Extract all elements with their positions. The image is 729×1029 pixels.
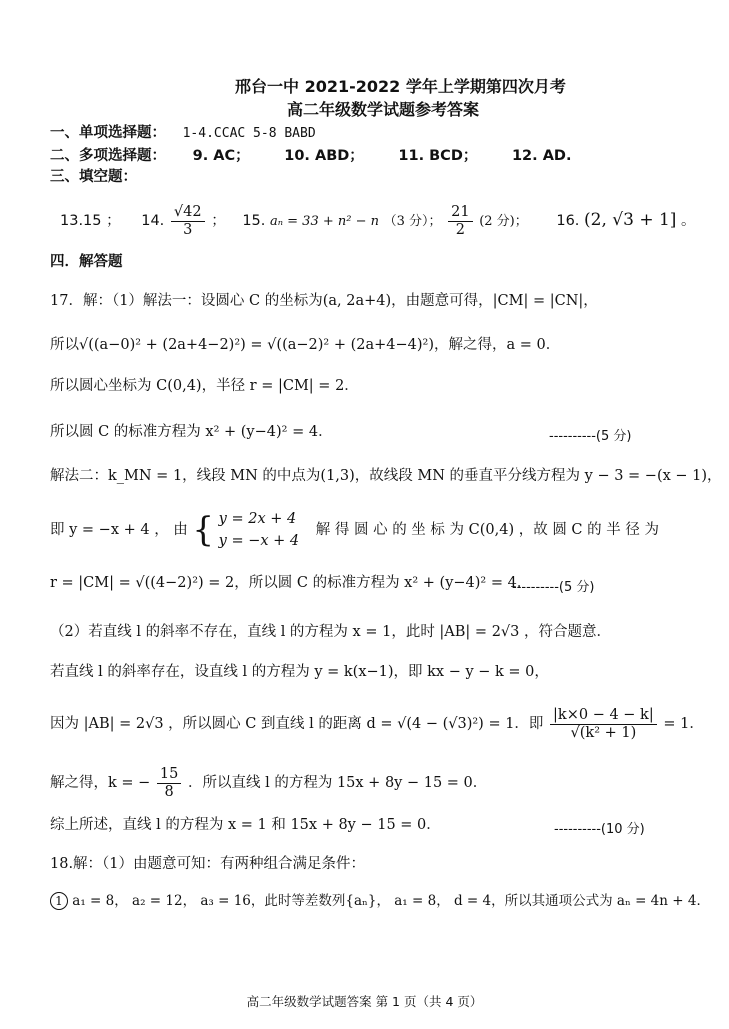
- q15-score1: （3 分）；: [383, 214, 442, 229]
- q14-end: ；: [211, 213, 226, 229]
- q17-score-3: ----------(10 分): [554, 822, 645, 837]
- q17-line10-a: 因为 |AB| = 2√3 ，所以圆心 C 到直线 l 的距离 d = √(4 − (√3)²) = 1．即: [50, 716, 544, 732]
- answer-12: 12. AD.: [511, 148, 572, 164]
- q14-label: 14.: [141, 213, 165, 229]
- q15-formula: aₙ = 33 + n² − n: [270, 214, 379, 229]
- answer-9: 9. AC；: [192, 148, 250, 164]
- fill-in-row: [60, 202, 696, 240]
- q17-line3: 所以圆心坐标为 C(0,4)，半径 r = |CM| = 2．: [50, 378, 359, 394]
- q17-line12: 综上所述，直线 l 的方程为 x = 1 和 15x + 8y − 15 = 0．: [50, 817, 441, 833]
- distance-denominator: √(k² + 1): [570, 724, 637, 741]
- q16-label: 16.: [556, 213, 580, 229]
- q17-line11: [50, 763, 487, 803]
- q17-line5: 解法二：k_MN = 1，线段 MN 的中点为(1,3)，故线段 MN 的垂直平分线方程为 y − 3 = −(x − 1)，: [50, 468, 722, 484]
- answer-13: 13.15 ；: [60, 213, 121, 229]
- q15-fraction: [448, 204, 472, 239]
- equation-system: [219, 508, 299, 552]
- q15-numerator: 21: [448, 204, 472, 222]
- q17-line4: 所以圆 C 的标准方程为 x² + (y−4)² = 4．: [50, 424, 333, 440]
- q17-line11-b: ．所以直线 l 的方程为 15x + 8y − 15 = 0．: [187, 775, 488, 791]
- q17-line1: 17．解：（1）解法一：设圆心 C 的坐标为(a, 2a+4)，由题意可得，|CM| = |CN|，: [50, 293, 598, 309]
- circled-number-1: 1: [50, 892, 68, 910]
- section2-label: 二、多项选择题：: [50, 148, 166, 164]
- page-title-line1: 邢台一中 2021-2022 学年上学期第四次月考: [235, 77, 566, 96]
- section3-label: 三、填空题：: [50, 169, 137, 185]
- q17-line7: r = |CM| = √((4−2)²) = 2，所以圆 C 的标准方程为 x² + (y−4)² = 4．: [50, 575, 532, 591]
- q17-line6-b: 解 得 圆 心 的 坐 标 为 C(0,4) ，故 圆 C 的 半 径 为: [315, 522, 659, 538]
- q16-value: (2, √3 + 1]: [584, 210, 677, 230]
- distance-fraction: [550, 707, 657, 742]
- q17-line10-b: = 1．: [663, 716, 704, 732]
- q15-score2: (2 分)；: [479, 214, 528, 229]
- slope-fraction: [157, 766, 181, 801]
- q14-fraction: [171, 204, 205, 239]
- q17-line6: [50, 508, 659, 552]
- system-brace: {: [192, 510, 215, 550]
- section1-label: 一、单项选择题：: [50, 125, 166, 141]
- q17-line9: 若直线 l 的斜率存在，设直线 l 的方程为 y = k(x−1)，即 kx − y − k = 0，: [50, 664, 549, 680]
- q17-score-2: ----------(5 分): [512, 580, 595, 595]
- page-title-line2: 高二年级数学试题参考答案: [287, 100, 480, 119]
- slope-numerator: 15: [157, 766, 181, 784]
- q14-numerator: √42: [171, 204, 205, 222]
- q17-line10: [50, 704, 704, 744]
- answer-10: 10. ABD；: [284, 148, 364, 164]
- system-eq2: y = −x + 4: [218, 533, 300, 549]
- q18-line2: [50, 892, 710, 910]
- q17-line2: 所以√((a−0)² + (2a+4−2)²) = √((a−2)² + (2a+4−4)²)，解之得，a = 0．: [50, 337, 561, 353]
- q15-label: 15.: [242, 213, 266, 229]
- q17-line11-a: 解之得，k = −: [50, 775, 151, 791]
- page-footer: 高二年级数学试题答案 第 1 页（共 4 页）: [246, 994, 483, 1009]
- q18-line2-text: a₁ = 8， a₂ = 12， a₃ = 16，此时等差数列{aₙ}， a₁ = 8， d = 4，所以其通项公式为 aₙ = 4n + 4．: [72, 893, 710, 909]
- q17-line6-a: 即 y = −x + 4 ， 由: [50, 522, 188, 538]
- q17-score-1: ----------(5 分): [549, 429, 632, 444]
- distance-numerator: |k×0 − 4 − k|: [550, 707, 657, 725]
- slope-denominator: 8: [164, 783, 174, 800]
- section4-label: 四．解答题: [50, 254, 123, 270]
- q15-denominator: 2: [455, 221, 465, 238]
- system-eq1: y = 2x + 4: [218, 511, 297, 527]
- section1-row: [50, 124, 316, 143]
- q16-end: 。: [681, 213, 696, 229]
- section1-answers: 1-4.CCAC 5-8 BABD: [182, 126, 316, 141]
- answer-11: 11. BCD；: [398, 148, 478, 164]
- q18-line1: 18.解：（1）由题意可知：有两种组合满足条件：: [50, 856, 366, 872]
- q17-line8: （2）若直线 l 的斜率不存在，直线 l 的方程为 x = 1，此时 |AB| = 2√3 ，符合题意．: [50, 624, 611, 640]
- section2-row: [50, 147, 571, 165]
- q14-denominator: 3: [183, 221, 193, 238]
